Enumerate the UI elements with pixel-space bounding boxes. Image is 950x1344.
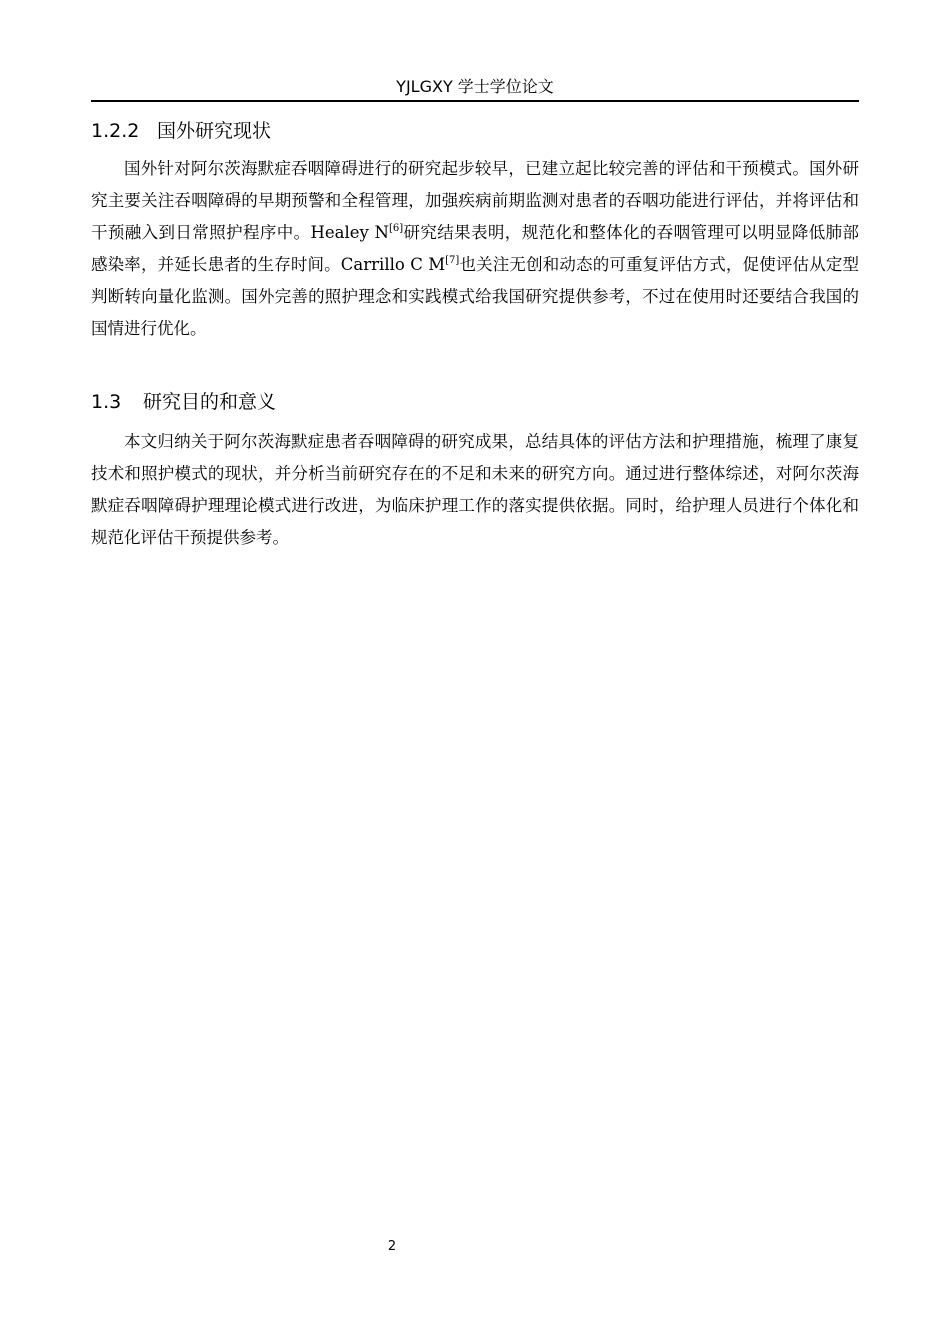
section-number: 1.3 xyxy=(91,391,122,413)
page-number: 2 xyxy=(387,1239,397,1254)
body-paragraph-foreign-research xyxy=(91,153,859,345)
body-paragraph-purpose: 本文归纳关于阿尔茨海默症患者吞咽障碍的研究成果，总结具体的评估方法和护理措施，梳理了康复技术和照护模式的现状，并分析当前研究存在的不足和未来的研究方向。通过进行整体综述，对阿尔茨海默症吞咽障碍护理理论模式进行改进，为临床护理工作的落实提供依据。同时，给护理人员进行个体化和规范化评估干预提供参考。 xyxy=(91,432,859,547)
paragraph-text: 研究结果表明，规范化和整体化的吞咽管理可以明显降低肺部感染率，并延长患者的生存时间。Carrillo C M xyxy=(91,223,860,274)
page-header: YJLGXY 学士学位论文 xyxy=(396,77,554,96)
section-title: 研究目的和意义 xyxy=(143,391,277,413)
citation-ref-6: [6] xyxy=(388,223,404,234)
paragraph-text: 也关注无创和动态的可重复评估方式，促使评估从定型判断转向量化监测。国外完善的照护理念和实践模式给我国研究提供参考，不过在使用时还要结合我国的国情进行优化。 xyxy=(91,255,860,338)
section-title: 国外研究现状 xyxy=(157,120,272,142)
section-heading-1-2-2 xyxy=(91,118,271,144)
paragraph-text: 国外针对阿尔茨海默症吞咽障碍进行的研究起步较早，已建立起比较完善的评估和干预模式。国外研究主要关注吞咽障碍的早期预警和全程管理，加强疾病前期监测对患者的吞咽功能进行评估，并将评估和干预融入到日常照护程序中。Healey N xyxy=(91,159,859,242)
citation-ref-7: [7] xyxy=(445,255,460,266)
section-number: 1.2.2 xyxy=(91,120,140,142)
section-heading-1-3 xyxy=(91,389,276,415)
header-rule xyxy=(91,100,859,102)
